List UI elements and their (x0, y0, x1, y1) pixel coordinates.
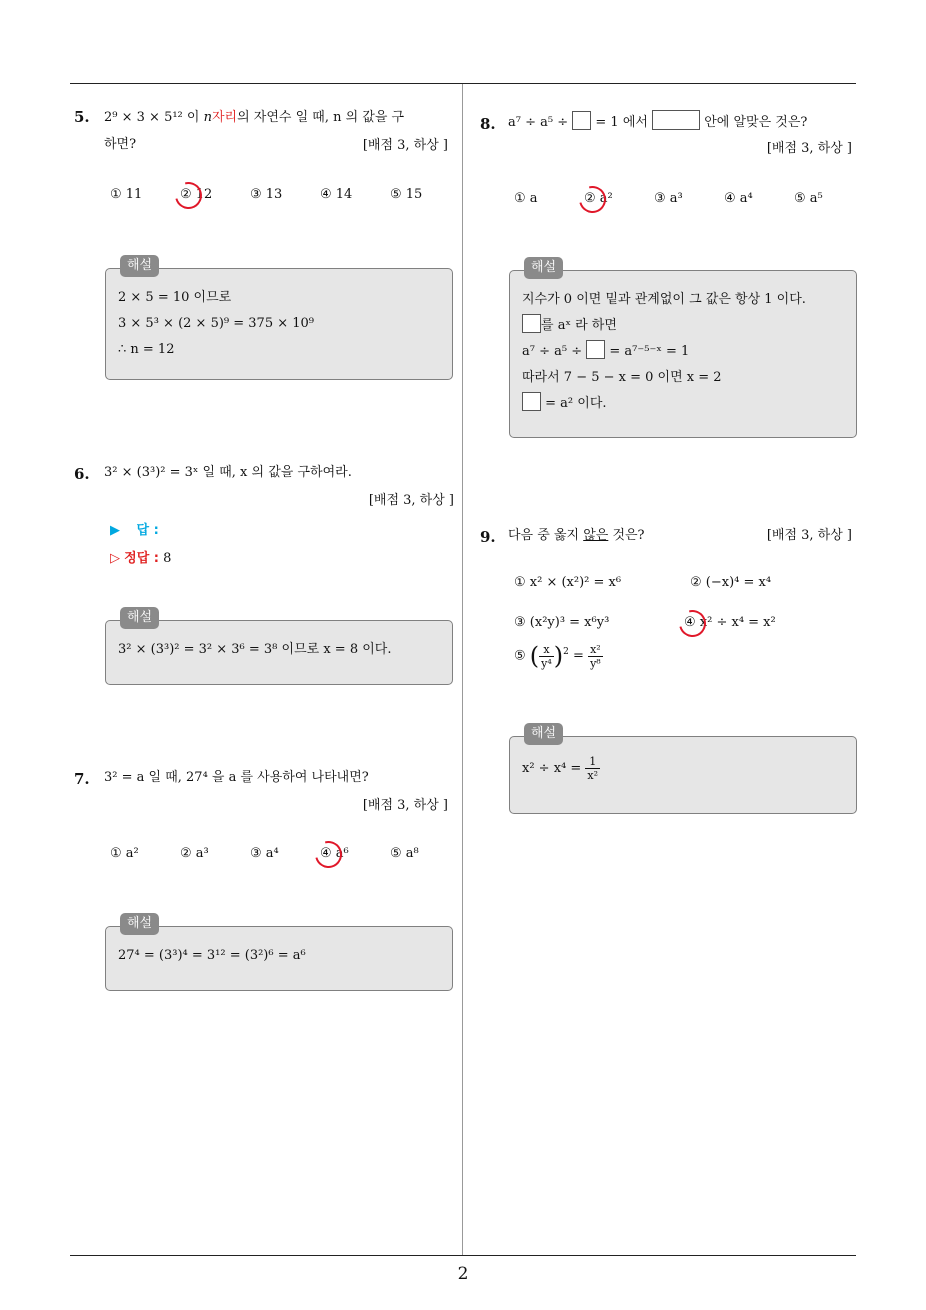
q8-answer-mark (574, 181, 611, 218)
q7-text: 3² = a 일 때, 27⁴ 을 a 를 사용하여 나타내면? (104, 770, 369, 785)
q9-frac-exp: 2 (563, 647, 569, 658)
q9-sol-den: x² (587, 769, 599, 782)
outline-triangle-icon: ▷ (110, 551, 120, 566)
q6-solution-line-1: 3² × (3³)² = 3² × 3⁶ = 3⁸ 이므로 x = 8 이다. (118, 642, 392, 657)
q9-eq: = (573, 648, 584, 664)
q6-correct-line (110, 547, 171, 566)
q6-score: [배점 3, 하상 ] (368, 493, 454, 508)
q7-score: [배점 3, 하상 ] (362, 798, 448, 813)
q6-correct-label: 정답 : (124, 551, 159, 566)
q6-solution-box (105, 610, 453, 685)
q9-sol-num: 1 (585, 755, 600, 769)
q8-text (508, 109, 807, 136)
q9-number: 9. (480, 528, 496, 546)
q6-text: 3² × (3³)² = 3ˣ 일 때, x 의 값을 구하여라. (104, 465, 352, 480)
q6-answer-label: 답 : (136, 523, 159, 538)
q7-choice-1[interactable]: ① a² (110, 846, 139, 861)
q8-number: 8. (480, 115, 496, 133)
q7-number: 7. (74, 770, 90, 788)
column-divider (462, 84, 463, 1255)
right-paren: ) (553, 642, 564, 670)
q9-text-post: 것은? (608, 528, 645, 543)
q8-solution-line-2 (522, 313, 846, 339)
footer-rule (70, 1255, 856, 1256)
q9-choice-5-rhs (588, 643, 603, 670)
q9-text-pre: 다음 중 옳지 (508, 528, 584, 543)
q9-solution-lhs: x² ÷ x⁴ = (522, 761, 582, 776)
q8-text-post: 안에 알맞은 것은? (704, 115, 808, 130)
q8-solution-line-3 (522, 339, 846, 365)
q5-var-n: n (203, 110, 212, 125)
q6-solution-tag: 해설 (120, 607, 159, 629)
q8-solution-line-2-text: 를 aˣ 라 하면 (541, 318, 617, 333)
play-icon: ▶ (110, 523, 120, 538)
q5-solution-line-1: 2 × 5 = 10 이므로 (118, 290, 232, 305)
q5-number: 5. (74, 108, 90, 126)
q5-solution-line-2: 3 × 5³ × (2 × 5)⁹ = 375 × 10⁹ (118, 316, 315, 331)
q7-solution-box (105, 916, 453, 991)
q8-blank-wide (652, 110, 700, 130)
q9-score: [배점 3, 하상 ] (766, 528, 852, 543)
q5-solution-line-3: ∴ n = 12 (118, 342, 175, 357)
q8-solution-line-4: 따라서 7 − 5 − x = 0 이면 x = 2 (522, 370, 722, 385)
q6-number: 6. (74, 465, 90, 483)
q8-solution-box (509, 260, 857, 438)
q9-text-underline: 않은 (583, 528, 609, 543)
left-paren: ( (529, 642, 540, 670)
q9-choice-5-label: ⑤ (514, 648, 526, 664)
q8-solution-line-5 (522, 391, 846, 417)
q8-choice-2[interactable]: ② a² (584, 191, 613, 206)
q8-score: [배점 3, 하상 ] (766, 141, 852, 156)
q8-text-mid: = 1 에서 (595, 115, 648, 130)
q9-choice-5[interactable] (514, 642, 603, 670)
q9-rhs-num: x² (590, 642, 601, 656)
q8-solution-line-3-post: = a⁷⁻⁵⁻ˣ = 1 (609, 344, 690, 359)
q5-choice-1[interactable]: ① 11 (110, 187, 143, 202)
q5-solution-tag: 해설 (120, 255, 159, 277)
header-rule (70, 83, 856, 84)
q8-choice-3[interactable]: ③ a³ (654, 191, 683, 206)
q9-frac-den: y⁴ (541, 656, 552, 670)
q7-choice-5[interactable]: ⑤ a⁸ (390, 846, 419, 861)
q5-text-post: 의 자연수 일 때, n 의 값을 구 (237, 110, 405, 125)
q9-choice-3[interactable]: ③ (x²y)³ = x⁶y³ (514, 615, 610, 630)
q5-text-pre: 2⁹ × 3 × 5¹² 이 (104, 110, 204, 125)
q5-solution-box (105, 258, 453, 380)
q5-text-line2: 하면? (104, 137, 137, 152)
q7-answer-mark (310, 836, 347, 873)
q7-solution-tag: 해설 (120, 913, 159, 935)
q5-choice-2[interactable]: ② 12 (180, 187, 213, 202)
q5-text-red: 자리 (211, 110, 238, 125)
q6-answer-line (110, 519, 159, 538)
q9-choice-1[interactable]: ① x² × (x²)² = x⁶ (514, 575, 622, 590)
q8-choice-1[interactable]: ① a (514, 191, 538, 206)
q5-answer-mark (170, 177, 207, 214)
q8-solution-line-3-pre: a⁷ ÷ a⁵ ÷ (522, 344, 583, 359)
q8-solution-line-1: 지수가 0 이면 밑과 관계없이 그 값은 항상 1 이다. (522, 292, 806, 307)
q7-choice-2[interactable]: ② a³ (180, 846, 209, 861)
q9-text (508, 522, 645, 549)
q8-solution-tag: 해설 (524, 257, 563, 279)
q5-choice-3[interactable]: ③ 13 (250, 187, 283, 202)
q9-choice-5-frac (539, 643, 554, 670)
q9-solution-frac (585, 755, 600, 782)
q9-answer-mark (674, 605, 711, 642)
q7-solution-line-1: 27⁴ = (3³)⁴ = 3¹² = (3²)⁶ = a⁶ (118, 948, 306, 963)
q9-choice-4[interactable]: ④ x² ÷ x⁴ = x² (684, 615, 776, 630)
q9-solution-line-1 (522, 755, 846, 782)
q5-choice-4[interactable]: ④ 14 (320, 187, 353, 202)
q5-score: [배점 3, 하상 ] (362, 138, 448, 153)
q9-choice-2[interactable]: ② (−x)⁴ = x⁴ (690, 575, 772, 590)
q8-solution-line-5-text: = a² 이다. (545, 396, 607, 411)
q7-choice-4[interactable]: ④ a⁶ (320, 846, 349, 861)
q6-correct-value: 8 (163, 551, 172, 566)
q7-choice-3[interactable]: ③ a⁴ (250, 846, 279, 861)
page-number: 2 (457, 1264, 469, 1284)
q8-sol-blank-3 (522, 392, 541, 411)
q9-solution-tag: 해설 (524, 723, 563, 745)
q9-rhs-den: y⁸ (590, 656, 601, 670)
q8-text-pre: a⁷ ÷ a⁵ ÷ (508, 115, 569, 130)
q8-choice-4[interactable]: ④ a⁴ (724, 191, 753, 206)
q9-solution-box (509, 726, 857, 814)
q8-blank-small (572, 111, 591, 130)
q8-sol-blank-1 (522, 314, 541, 333)
q8-sol-blank-2 (586, 340, 605, 359)
q8-choice-5[interactable]: ⑤ a⁵ (794, 191, 823, 206)
q9-frac-num: x (539, 643, 554, 657)
q5-choice-5[interactable]: ⑤ 15 (390, 187, 423, 202)
